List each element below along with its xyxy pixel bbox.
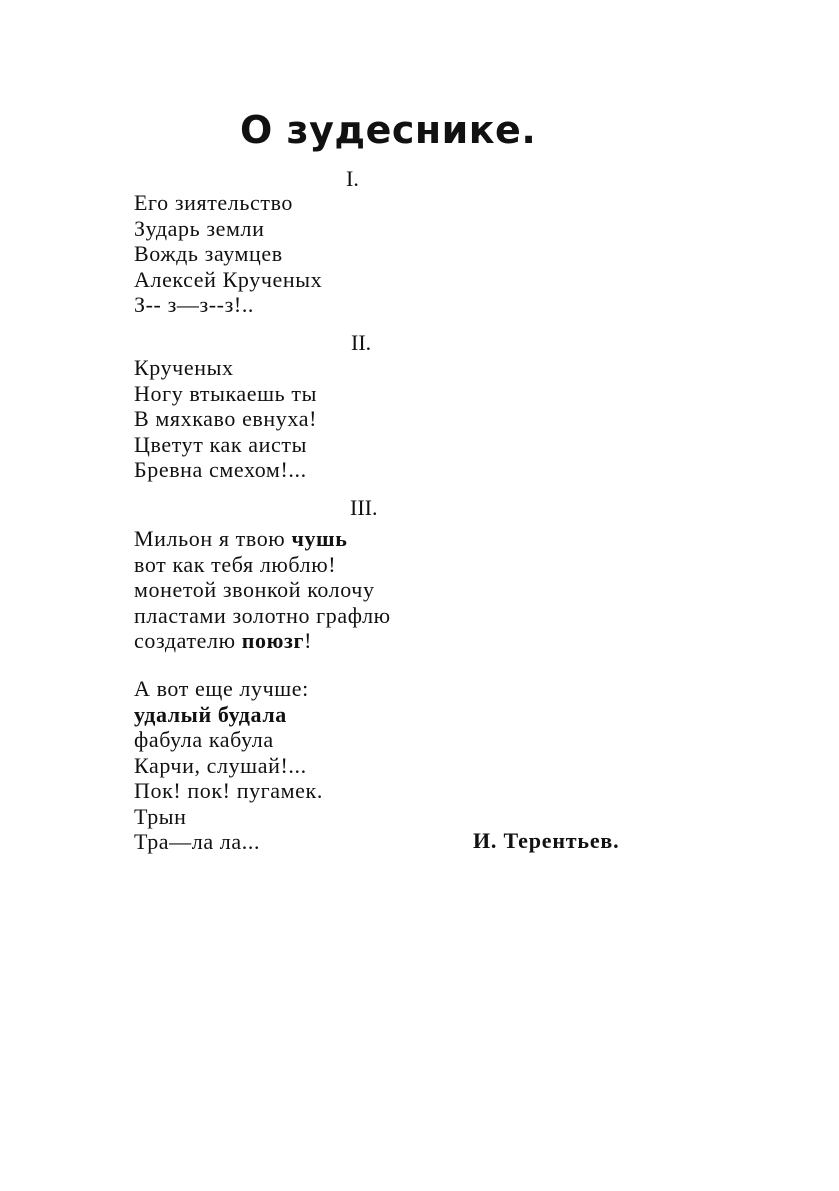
stanza-line: Алексей Крученых — [134, 266, 323, 292]
coda-line — [134, 753, 323, 779]
stanza-3 — [134, 526, 391, 654]
line-text: создателю — [134, 628, 242, 653]
stanza-line — [134, 628, 391, 654]
stanza-line: Ногу втыкаешь ты — [134, 380, 318, 406]
stanza-line — [134, 577, 391, 603]
line-text: ! — [304, 628, 313, 653]
stanza-line: Бревна смехом!... — [134, 457, 307, 482]
line-text: Трын — [134, 803, 187, 829]
line-text-bold: удалый будала — [134, 701, 287, 727]
stanza-line: Его зиятельство — [134, 190, 294, 215]
coda-line — [134, 804, 323, 830]
stanza-line — [134, 603, 391, 629]
line-text: А вот еще лучше: — [134, 676, 309, 701]
coda-line — [134, 727, 323, 753]
section-numeral-3: III. — [350, 495, 378, 520]
stanza-line — [134, 526, 391, 552]
stanza-line: Крученых — [134, 355, 234, 380]
section-numeral-2: II. — [351, 330, 372, 355]
line-text: Мильон я твою — [134, 526, 292, 551]
section-numeral-1: I. — [346, 166, 359, 191]
stanza-line: В мяхкаво евнуха! — [134, 406, 317, 431]
line-text: Карчи, слушай!... — [134, 752, 307, 778]
line-text: Тра—ла ла... — [134, 829, 261, 854]
coda-line — [134, 676, 323, 702]
line-text: Пок! пок! пугамек. — [134, 778, 323, 803]
stanza-1 — [134, 190, 322, 318]
line-text: монетой звонкой колочу — [134, 577, 375, 602]
stanza-line: Цветут как аисты — [134, 431, 307, 457]
coda-line — [134, 702, 323, 728]
poem-title: О зудеснике. — [240, 108, 537, 152]
line-text: пластами золотно графлю — [134, 602, 391, 628]
coda-stanza — [134, 676, 323, 855]
stanza-line: З-- з—з--з!.. — [134, 292, 255, 317]
line-text-bold: поюзг — [241, 628, 305, 653]
stanza-line: Зударь земли — [134, 215, 265, 241]
line-text: фабула кабула — [134, 727, 274, 752]
coda-line — [134, 829, 323, 855]
stanza-2 — [134, 355, 317, 483]
line-text: вот как тебя люблю! — [134, 551, 337, 577]
line-text-bold: чушь — [291, 526, 348, 551]
stanza-line — [134, 552, 391, 578]
author-signature: И. Терентьев. — [473, 828, 620, 853]
coda-line — [134, 778, 323, 804]
stanza-line: Вождь заумцев — [134, 241, 283, 266]
